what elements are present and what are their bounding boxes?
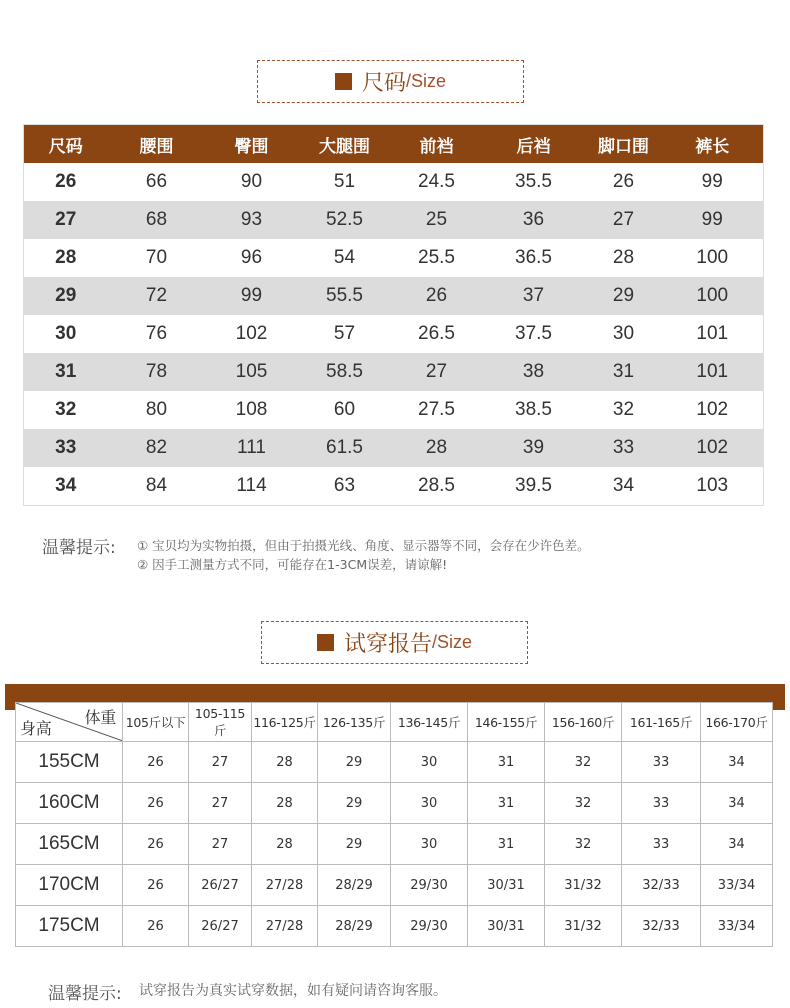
report-cell: 27	[189, 783, 252, 824]
table-cell: 101	[662, 353, 764, 391]
table-cell: 90	[240, 171, 263, 192]
header-cell: 大腿围	[298, 125, 392, 164]
table-cell: 58.5	[298, 353, 392, 391]
weight-header: 126-135斤	[318, 703, 391, 742]
report-cell: 29/30	[391, 906, 468, 947]
table-cell: 36	[482, 201, 586, 239]
report-cell: 33	[622, 742, 701, 783]
report-note: 试穿报告为真实试穿数据，如有疑问请咨询客服。	[139, 983, 447, 999]
report-title-cn: 试穿报告	[343, 632, 432, 657]
height-cell: 175CM	[16, 906, 123, 947]
report-cell: 29	[318, 783, 391, 824]
table-cell: 34	[612, 475, 635, 496]
report-cell: 29/30	[391, 865, 468, 906]
table-cell: 102	[235, 323, 268, 344]
table-cell: 54	[333, 247, 356, 268]
report-cell: 33	[622, 783, 701, 824]
table-cell: 26	[612, 171, 635, 192]
table-cell: 55.5	[298, 277, 392, 315]
table-cell: 93	[206, 201, 298, 239]
table-cell: 100	[662, 277, 764, 315]
table-cell: 70	[145, 247, 168, 268]
size-cell: 30	[55, 323, 77, 344]
weight-header: 166-170斤	[701, 703, 773, 742]
report-row	[16, 865, 773, 906]
try-on-report-table	[15, 702, 773, 947]
weight-axis-label: 体重	[84, 708, 116, 727]
table-row	[24, 315, 764, 353]
size-title-cn: 尺码	[361, 71, 406, 96]
header-cell: 臀围	[206, 125, 298, 164]
table-row	[24, 467, 764, 506]
table-row	[24, 391, 764, 429]
header-cell: 腰围	[108, 125, 206, 164]
report-cell: 30	[391, 783, 468, 824]
table-cell: 108	[235, 399, 268, 420]
report-cell: 33	[622, 824, 701, 865]
table-cell: 39.5	[515, 475, 552, 496]
table-cell: 30	[612, 323, 635, 344]
table-cell: 100	[696, 247, 729, 268]
weight-header: 105-115斤	[189, 703, 252, 742]
table-row	[24, 429, 764, 467]
title-square-icon	[335, 73, 352, 90]
size-cell: 29	[24, 277, 108, 315]
height-cell: 160CM	[16, 783, 123, 824]
table-cell: 29	[586, 277, 662, 315]
report-cell: 28	[252, 742, 318, 783]
table-cell: 38	[482, 353, 586, 391]
table-cell: 31	[586, 353, 662, 391]
report-cell: 32	[545, 824, 622, 865]
size-table	[23, 124, 764, 506]
report-cell: 26	[123, 742, 189, 783]
report-cell: 31/32	[545, 906, 622, 947]
table-cell: 111	[206, 429, 298, 467]
report-cell: 26	[123, 865, 189, 906]
table-cell: 68	[108, 201, 206, 239]
report-cell: 29	[318, 742, 391, 783]
size-table-header	[24, 125, 764, 164]
table-cell: 72	[108, 277, 206, 315]
report-cell: 30/31	[468, 865, 545, 906]
table-cell: 36.5	[515, 247, 552, 268]
size-cell: 32	[55, 399, 77, 420]
header-cell: 后裆	[482, 125, 586, 164]
size-title-en: /Size	[405, 71, 447, 91]
report-cell: 30/31	[468, 906, 545, 947]
table-row	[24, 353, 764, 391]
table-cell: 80	[145, 399, 168, 420]
report-cell: 33/34	[701, 906, 773, 947]
table-cell: 37.5	[515, 323, 552, 344]
table-cell: 25.5	[418, 247, 455, 268]
table-cell: 28	[392, 429, 482, 467]
report-row	[16, 906, 773, 947]
table-cell: 82	[108, 429, 206, 467]
header-cell: 裤长	[662, 125, 764, 164]
height-cell: 155CM	[16, 742, 123, 783]
report-cell: 27/28	[252, 906, 318, 947]
table-cell: 27	[586, 201, 662, 239]
weight-header: 146-155斤	[468, 703, 545, 742]
table-cell: 26.5	[418, 323, 455, 344]
report-cell: 27/28	[252, 865, 318, 906]
weight-header: 105斤以下	[123, 703, 189, 742]
report-cell: 31	[468, 824, 545, 865]
table-cell: 38.5	[515, 399, 552, 420]
report-cell: 33/34	[701, 865, 773, 906]
corner-header	[16, 703, 123, 742]
table-cell: 33	[586, 429, 662, 467]
report-cell: 27	[189, 824, 252, 865]
weight-header: 116-125斤	[252, 703, 318, 742]
report-cell: 32/33	[622, 865, 701, 906]
report-header-row	[16, 703, 773, 742]
report-cell: 28/29	[318, 906, 391, 947]
table-cell: 78	[108, 353, 206, 391]
table-cell: 25	[392, 201, 482, 239]
report-cell: 34	[701, 824, 773, 865]
height-cell: 165CM	[16, 824, 123, 865]
table-cell: 61.5	[298, 429, 392, 467]
table-row	[24, 277, 764, 315]
size-cell: 34	[55, 475, 77, 496]
header-cell: 尺码	[24, 125, 108, 164]
table-cell: 102	[662, 429, 764, 467]
report-title-en: /Size	[431, 632, 473, 652]
header-cell: 前裆	[392, 125, 482, 164]
size-cell: 31	[24, 353, 108, 391]
table-cell: 99	[701, 171, 723, 192]
size-note-label: 温馨提示:	[42, 538, 116, 558]
report-cell: 29	[318, 824, 391, 865]
report-cell: 31/32	[545, 865, 622, 906]
table-row	[24, 201, 764, 239]
table-cell: 52.5	[298, 201, 392, 239]
table-cell: 76	[145, 323, 168, 344]
table-cell: 26	[392, 277, 482, 315]
table-cell: 96	[240, 247, 263, 268]
height-cell: 170CM	[16, 865, 123, 906]
table-cell: 37	[482, 277, 586, 315]
size-cell: 27	[24, 201, 108, 239]
report-cell: 26	[123, 906, 189, 947]
table-cell: 28.5	[418, 475, 455, 496]
table-cell: 35.5	[515, 171, 552, 192]
report-cell: 30	[391, 824, 468, 865]
height-axis-label: 身高	[20, 719, 52, 738]
report-cell: 31	[468, 783, 545, 824]
report-cell: 26/27	[189, 906, 252, 947]
table-cell: 103	[696, 475, 729, 496]
table-cell: 102	[696, 399, 729, 420]
table-cell: 60	[333, 399, 356, 420]
table-cell: 39	[482, 429, 586, 467]
report-cell: 32/33	[622, 906, 701, 947]
report-row	[16, 742, 773, 783]
report-cell: 32	[545, 742, 622, 783]
size-section-title	[257, 60, 524, 103]
report-section-title	[261, 621, 528, 664]
weight-header: 161-165斤	[622, 703, 701, 742]
table-row	[24, 163, 764, 201]
report-row	[16, 824, 773, 865]
size-cell: 28	[55, 247, 77, 268]
report-note-label: 温馨提示:	[48, 984, 122, 1004]
weight-header: 136-145斤	[391, 703, 468, 742]
table-cell: 114	[236, 475, 267, 496]
report-row	[16, 783, 773, 824]
table-cell: 99	[662, 201, 764, 239]
report-cell: 26	[123, 824, 189, 865]
size-cell: 33	[24, 429, 108, 467]
report-cell: 26	[123, 783, 189, 824]
report-cell: 28	[252, 824, 318, 865]
report-cell: 28/29	[318, 865, 391, 906]
report-cell: 34	[701, 742, 773, 783]
header-cell: 脚口围	[586, 125, 662, 164]
table-cell: 99	[206, 277, 298, 315]
weight-header: 156-160斤	[545, 703, 622, 742]
size-cell: 26	[55, 171, 77, 192]
table-cell: 63	[333, 475, 356, 496]
report-cell: 28	[252, 783, 318, 824]
size-note-line-2: ② 因手工测量方式不同，可能存在1-3CM误差，请谅解!	[137, 557, 448, 572]
report-cell: 27	[189, 742, 252, 783]
table-cell: 27.5	[418, 399, 455, 420]
size-notes	[137, 536, 590, 574]
table-cell: 27	[392, 353, 482, 391]
table-cell: 32	[612, 399, 635, 420]
table-cell: 66	[145, 171, 168, 192]
report-cell: 26/27	[189, 865, 252, 906]
table-cell: 24.5	[418, 171, 455, 192]
report-cell: 30	[391, 742, 468, 783]
table-cell: 28	[612, 247, 635, 268]
table-cell: 51	[333, 171, 356, 192]
report-cell: 34	[701, 783, 773, 824]
table-cell: 101	[696, 323, 729, 344]
table-cell: 84	[145, 475, 168, 496]
size-note-line-1: ① 宝贝均为实物拍摄，但由于拍摄光线、角度、显示器等不同，会存在少许色差。	[137, 538, 590, 553]
table-cell: 105	[206, 353, 298, 391]
table-row	[24, 239, 764, 277]
table-cell: 57	[333, 323, 356, 344]
title-square-icon	[317, 634, 334, 651]
report-cell: 32	[545, 783, 622, 824]
report-cell: 31	[468, 742, 545, 783]
